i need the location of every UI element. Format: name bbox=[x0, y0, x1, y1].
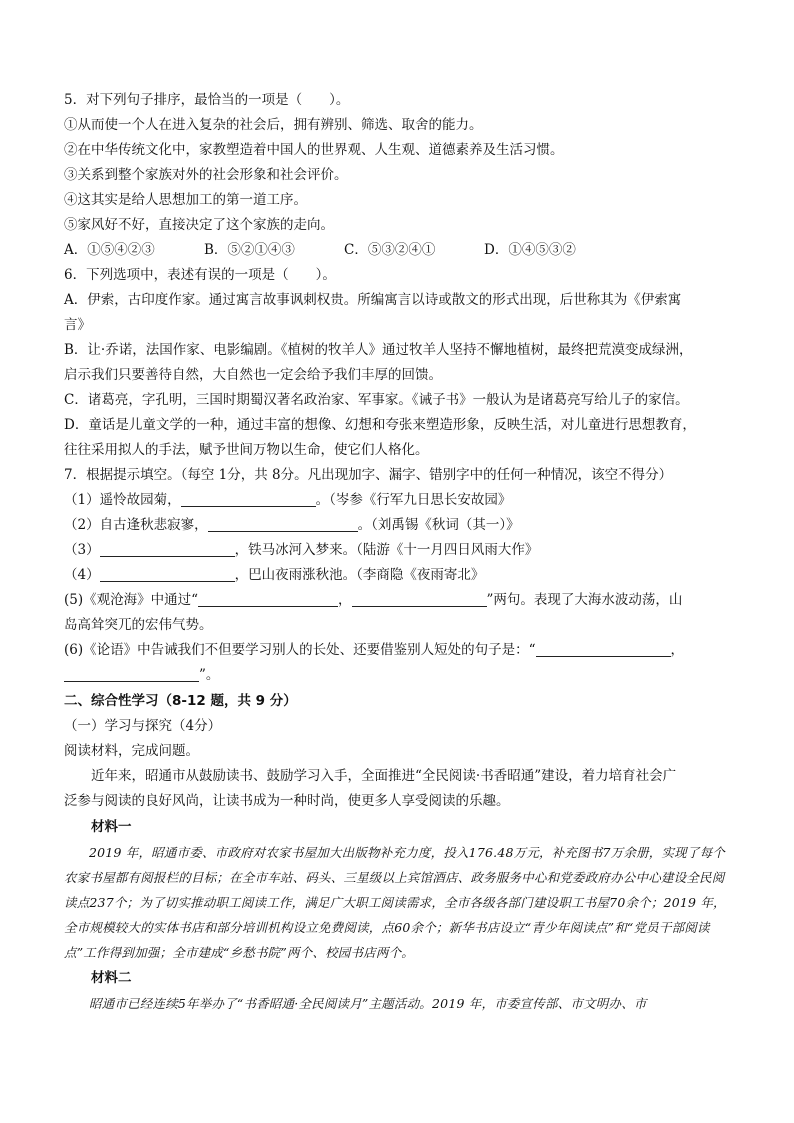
q7-item-3: （3） ，铁马冰河入梦来。（陆游《十一月四日风雨大作》 bbox=[64, 542, 539, 558]
answer-blank[interactable] bbox=[100, 565, 235, 582]
q5-sentence-2: ②在中华传统文化中，家教塑造着中国人的世界观、人生观、道德素养及生活习惯。 bbox=[64, 142, 564, 158]
q6-option-b-line2: 启示我们只要善待自然，大自然也一定会给予我们丰厚的回馈。 bbox=[64, 367, 442, 383]
q6-option-a-line1: A．伊索，古印度作家。通过寓言故事讽刺权贵。所编寓言以诗或散文的形式出现，后世称其为《伊索寓 bbox=[64, 292, 682, 308]
section-title: 二、综合性学习（8-12 题，共 9 分） bbox=[64, 693, 297, 709]
q7-item-5-cont: 岛高耸突兀的宏伟气势。 bbox=[64, 617, 213, 633]
answer-blank[interactable] bbox=[208, 515, 358, 532]
q5-sentence-4: ④这其实是给人思想加工的第一道工序。 bbox=[64, 192, 307, 208]
answer-blank[interactable] bbox=[198, 590, 338, 607]
q7-item-6-cont: ”。 bbox=[64, 663, 732, 688]
q7-item-1: （1）遥怜故园菊， 。（岑参《行军九日思长安故园》 bbox=[64, 492, 512, 508]
q7-item-6: (6)《论语》中告诫我们不但要学习别人的长处、还要借鉴别人短处的句子是：“ ， bbox=[64, 642, 685, 658]
answer-blank[interactable] bbox=[536, 640, 671, 657]
q7-item-5: (5)《观沧海》中通过“ ， ”两句。表现了大海水波动荡，山 bbox=[64, 592, 683, 608]
instruction: 阅读材料，完成问题。 bbox=[64, 743, 199, 759]
q6-option-d-line2: 往往采用拟人的手法，赋予世间万物以生命，使它们人格化。 bbox=[64, 442, 429, 458]
subsection-title: （一）学习与探究（4分） bbox=[64, 718, 222, 734]
q5-option-a[interactable]: A．①⑤④②③ bbox=[64, 242, 155, 258]
answer-blank[interactable] bbox=[64, 665, 199, 682]
material-1-title: 材料一 bbox=[91, 819, 132, 835]
q6-option-c: C．诸葛亮，字孔明，三国时期蜀汉著名政治家、军事家。《诫子书》一般认为是诸葛亮写给儿子的家信。 bbox=[64, 392, 689, 408]
q6-stem: 6．下列选项中，表述有误的一项是（ ）。 bbox=[64, 267, 336, 283]
q7-item-2: （2）自古逢秋悲寂寥， 。（刘禹锡《秋词（其一）》 bbox=[64, 517, 520, 533]
q6-option-d-line1: D．童话是儿童文学的一种，通过丰富的想像、幻想和夸张来塑造形象，反映生活，对儿童进行思想教育， bbox=[64, 417, 696, 433]
q7-stem: 7．根据提示填空。（每空 1分，共 8分。凡出现加字、漏字、错别字中的任何一种情况，该空不得分） bbox=[64, 467, 673, 483]
q6-option-b-line1: B．让·乔诺，法国作家、电影编剧。《植树的牧羊人》通过牧羊人坚持不懈地植树，最终把荒漠变成绿洲， bbox=[64, 342, 693, 358]
intro-line-1: 近年来，昭通市从鼓励读书、鼓励学习入手，全面推进“全民阅读·书香昭通”建设，着力培育社会广 bbox=[91, 768, 677, 784]
intro-line-2: 泛参与阅读的良好风尚，让读书成为一种时尚，使更多人享受阅读的乐趣。 bbox=[64, 793, 510, 809]
answer-blank[interactable] bbox=[181, 490, 316, 507]
q5-sentence-1: ①从而使一个人在进入复杂的社会后，拥有辨别、筛选、取舍的能力。 bbox=[64, 117, 483, 133]
q7-item-4: （4） ，巴山夜雨涨秋池。（李商隐《夜雨寄北》 bbox=[64, 567, 485, 583]
q5-sentence-5: ⑤家风好不好，直接决定了这个家族的走向。 bbox=[64, 217, 334, 233]
material-1-text: 2019 年，昭通市委、市政府对农家书屋加大出版物补充力度，投入176.48万元，补充图书7万余册，实现了每个农家书屋都有阅报栏的目标；在全市车站、码头、三星级以上宾馆酒店、政务服务中心和党委政府办公中心建设全民阅读点237个；为了切实推动职工阅读工作，满足广大职工阅读需求，全市各级各部门建设职工书屋70余个；2019 年，全市规模较大的实体书店和部分培训机构设立免费阅读，点60余个；新华书店设立“青少年阅读点”和“党员干部阅读点”工作得到加强；全市建成“乡愁书院”两个、校园书店两个。 bbox=[64, 845, 726, 960]
exam-page bbox=[64, 88, 732, 1016]
q6-option-a-line2: 言》 bbox=[64, 317, 91, 333]
material-2-title: 材料二 bbox=[91, 970, 132, 986]
q5-option-d[interactable]: D．①④⑤③② bbox=[484, 242, 576, 258]
answer-blank[interactable] bbox=[100, 540, 235, 557]
answer-blank[interactable] bbox=[352, 590, 487, 607]
q5-options bbox=[64, 238, 732, 263]
q5-sentence-3: ③关系到整个家族对外的社会形象和社会评价。 bbox=[64, 167, 348, 183]
q5-stem: 5．对下列句子排序，最恰当的一项是（ ）。 bbox=[64, 92, 350, 108]
material-2-text: 昭通市已经连续5年举办了“书香昭通·全民阅读月”主题活动。2019 年，市委宣传部、市文明办、市 bbox=[89, 996, 647, 1011]
q5-option-c[interactable]: C．⑤③②④① bbox=[344, 242, 436, 258]
q5-option-b[interactable]: B．⑤②①④③ bbox=[204, 242, 295, 258]
